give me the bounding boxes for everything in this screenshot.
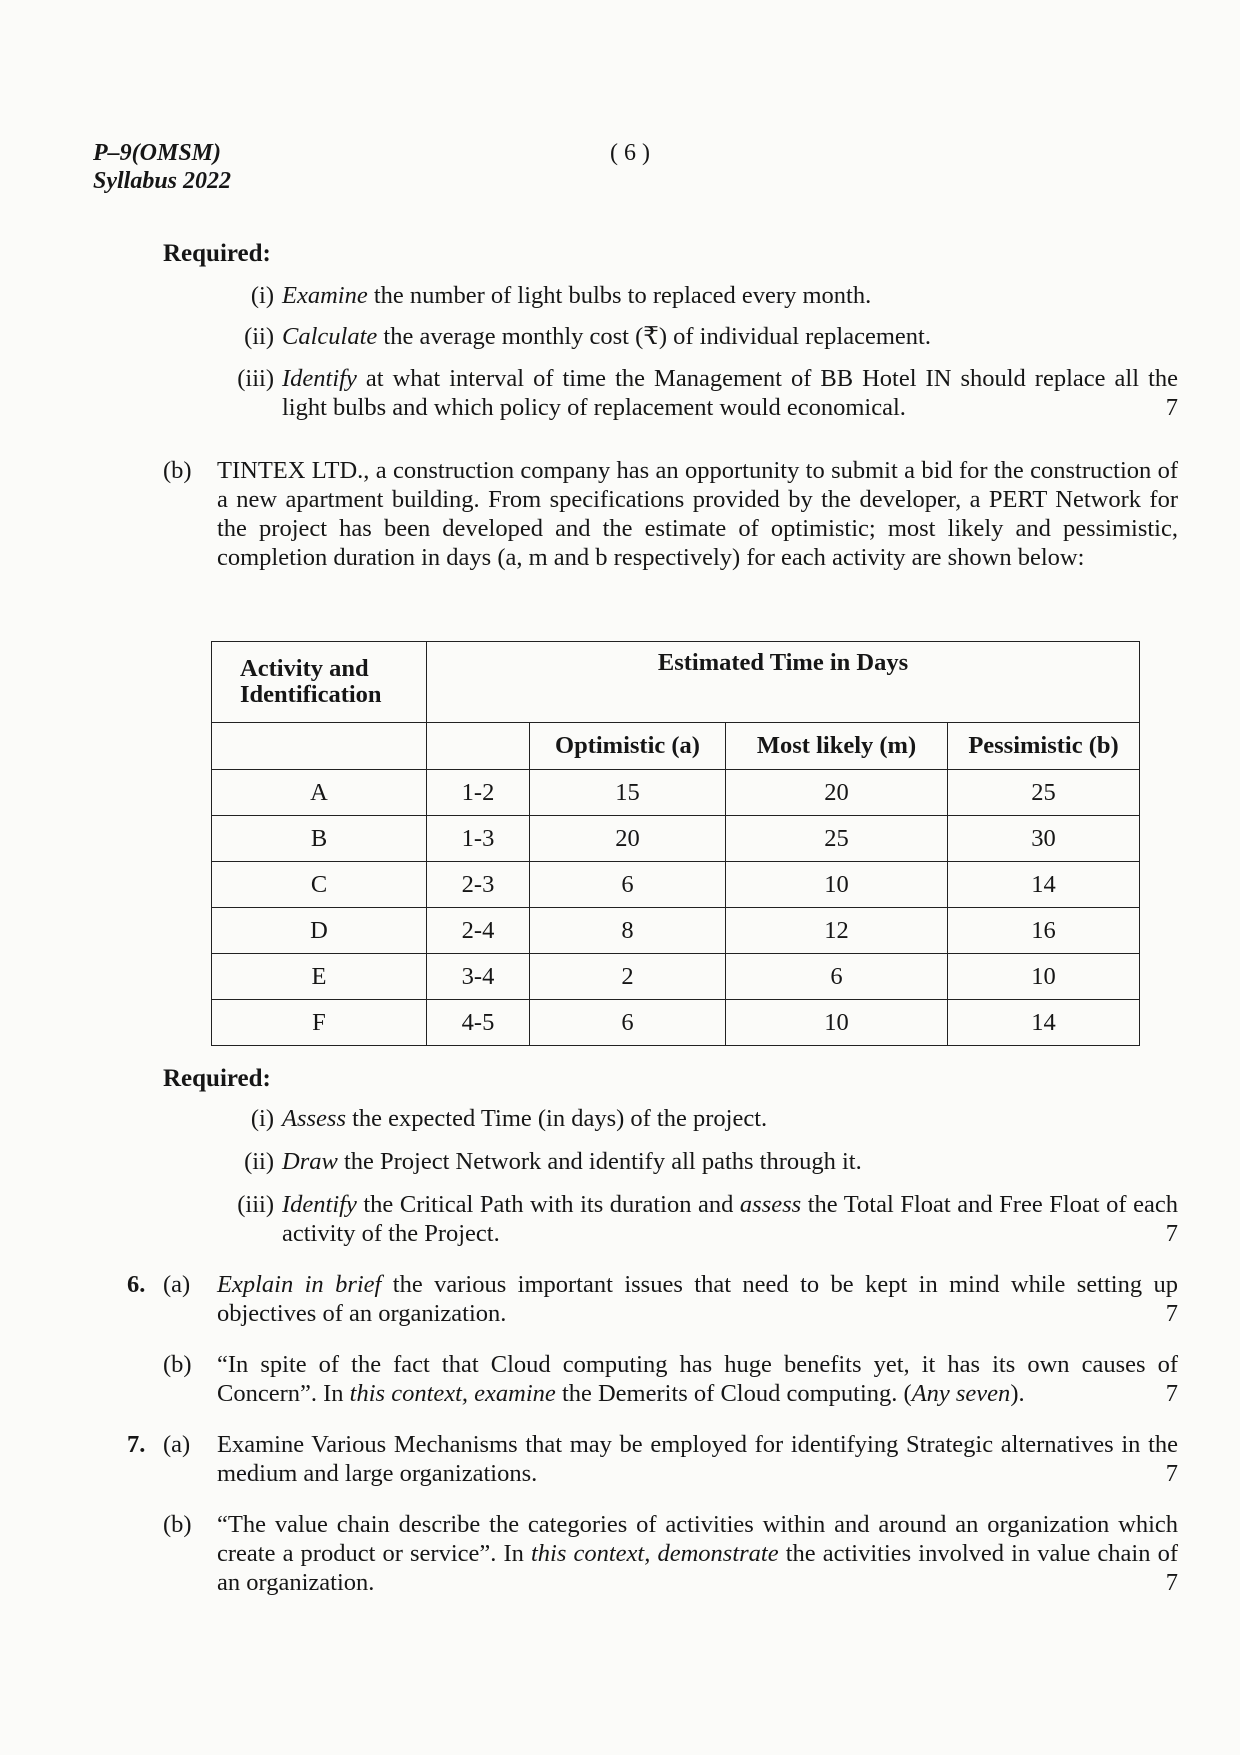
question-7b: [163, 1510, 1178, 1597]
subheader-cell: [212, 723, 427, 770]
subheader-pessimistic: Pessimistic (b): [948, 723, 1140, 770]
item-number: (i): [250, 1105, 274, 1132]
marks: 7: [1165, 394, 1178, 421]
item-verb-2: assess: [739, 1191, 802, 1218]
question-number: 7.: [127, 1431, 146, 1458]
marks: 7: [1165, 1569, 1178, 1596]
required-item: [216, 1104, 1178, 1133]
table-row: [212, 862, 1140, 908]
part-label: (a): [163, 1271, 191, 1298]
marks: 7: [1165, 1460, 1178, 1487]
item-number: (i): [250, 282, 274, 309]
cell-optimistic: 6: [530, 862, 726, 908]
cell-node: 2-4: [427, 908, 530, 954]
cell-activity: E: [212, 954, 427, 1000]
cell-pessimistic: 10: [948, 954, 1140, 1000]
cell-optimistic: 8: [530, 908, 726, 954]
cell-node: 4-5: [427, 1000, 530, 1046]
item-number: (ii): [244, 323, 274, 350]
question-text: Examine Various Mechanisms that may be employed for identifying Strategic alternatives in the medium and large organizations.: [217, 1431, 1178, 1487]
question-text-2: the Demerits of Cloud computing. (: [555, 1380, 912, 1407]
question-text: the various important issues that need to be kept in mind while setting up objectives of an organization.: [217, 1271, 1178, 1327]
part-label: (b): [163, 1511, 192, 1538]
item-number: (iii): [237, 365, 274, 392]
cell-node: 2-3: [427, 862, 530, 908]
subheader-cell: [427, 723, 530, 770]
column-header-estimated-time: Estimated Time in Days: [427, 642, 1140, 723]
cell-optimistic: 15: [530, 770, 726, 816]
item-text: the Project Network and identify all paths through it.: [337, 1148, 862, 1175]
paper-code: P–9(OMSM): [93, 140, 222, 166]
cell-node: 3-4: [427, 954, 530, 1000]
item-number: (ii): [244, 1148, 274, 1175]
question-6a: [127, 1270, 1178, 1328]
cell-optimistic: 2: [530, 954, 726, 1000]
cell-optimistic: 6: [530, 1000, 726, 1046]
cell-most-likely: 12: [726, 908, 948, 954]
cell-node: 1-2: [427, 770, 530, 816]
cell-most-likely: 25: [726, 816, 948, 862]
cell-activity: F: [212, 1000, 427, 1046]
cell-optimistic: 20: [530, 816, 726, 862]
cell-pessimistic: 30: [948, 816, 1140, 862]
question-verb: Explain in brief: [217, 1271, 382, 1298]
page-number: ( 6 ): [610, 140, 650, 166]
item-text: at what interval of time the Management of BB Hotel IN should replace all the light bulbs and which policy of replacement would economical.: [282, 365, 1178, 421]
table-header-row: [212, 642, 1140, 723]
question-text-2: the activities involved in value chain of an organization.: [217, 1540, 1179, 1596]
cell-node: 1-3: [427, 816, 530, 862]
question-text: TINTEX LTD., a construction company has an opportunity to submit a bid for the construction of a new apartment building. From specifications provided by the developer, a PERT Network for the project has been developed and the estimate of optimistic; most likely and pessimistic, completion duration in days (a, m and b respectively) for each activity are shown below:: [217, 457, 1178, 571]
question-text-3: ).: [1010, 1380, 1025, 1407]
table-row: [212, 1000, 1140, 1046]
question-7a: [127, 1430, 1178, 1488]
subheader-optimistic: Optimistic (a): [530, 723, 726, 770]
required-heading: Required:: [163, 1065, 271, 1092]
required-item: [216, 322, 1178, 351]
item-text: the expected Time (in days) of the project.: [345, 1105, 768, 1132]
column-header-activity: Activity and Identification: [212, 642, 427, 723]
table-row: [212, 816, 1140, 862]
cell-pessimistic: 25: [948, 770, 1140, 816]
question-text: “In spite of the fact that Cloud computing has huge benefits yet, it has its own causes of Concern”. In: [217, 1351, 1178, 1407]
marks: 7: [1165, 1380, 1178, 1407]
part-label: (b): [163, 457, 192, 484]
cell-most-likely: 6: [726, 954, 948, 1000]
item-verb: Calculate: [282, 323, 378, 350]
cell-activity: C: [212, 862, 427, 908]
question-italic-2: Any seven: [911, 1380, 1011, 1407]
cell-pessimistic: 16: [948, 908, 1140, 954]
cell-pessimistic: 14: [948, 1000, 1140, 1046]
subheader-most-likely: Most likely (m): [726, 723, 948, 770]
question-italic: this context, examine: [349, 1380, 556, 1407]
pert-table: [211, 641, 1140, 1046]
item-number: (iii): [237, 1191, 274, 1218]
item-text: the Critical Path with its duration and: [356, 1191, 740, 1218]
required-item: [216, 1190, 1178, 1248]
marks: 7: [1165, 1220, 1178, 1247]
item-verb: Identify: [282, 365, 357, 392]
cell-activity: A: [212, 770, 427, 816]
required-item: [216, 1147, 1178, 1176]
required-item: [216, 364, 1178, 422]
marks: 7: [1165, 1300, 1178, 1327]
item-verb: Examine: [282, 282, 368, 309]
cell-most-likely: 20: [726, 770, 948, 816]
question-text: “The value chain describe the categories of activities within and around an organization which create a product or service”. In: [217, 1511, 1178, 1567]
question-number: 6.: [127, 1271, 146, 1298]
question-italic: this context, demonstrate: [531, 1540, 779, 1567]
required-item: [216, 281, 1178, 310]
cell-pessimistic: 14: [948, 862, 1140, 908]
table-row: [212, 908, 1140, 954]
table-row: [212, 770, 1140, 816]
question-6b: [163, 1350, 1178, 1408]
question-part-b: [163, 456, 1178, 572]
part-label: (b): [163, 1351, 192, 1378]
table-subheader-row: [212, 723, 1140, 770]
table-row: [212, 954, 1140, 1000]
item-text: the number of light bulbs to replaced every month.: [367, 282, 872, 309]
cell-activity: D: [212, 908, 427, 954]
cell-activity: B: [212, 816, 427, 862]
item-verb: Draw: [282, 1148, 338, 1175]
item-verb: Identify: [282, 1191, 357, 1218]
item-text: the average monthly cost (₹) of individual replacement.: [377, 323, 931, 350]
item-text-2: the Total Float and Free Float of each activity of the Project.: [282, 1191, 1178, 1247]
item-verb: Assess: [282, 1105, 346, 1132]
cell-most-likely: 10: [726, 1000, 948, 1046]
required-heading: Required:: [163, 240, 271, 267]
cell-most-likely: 10: [726, 862, 948, 908]
syllabus-label: Syllabus 2022: [93, 168, 232, 194]
part-label: (a): [163, 1431, 191, 1458]
